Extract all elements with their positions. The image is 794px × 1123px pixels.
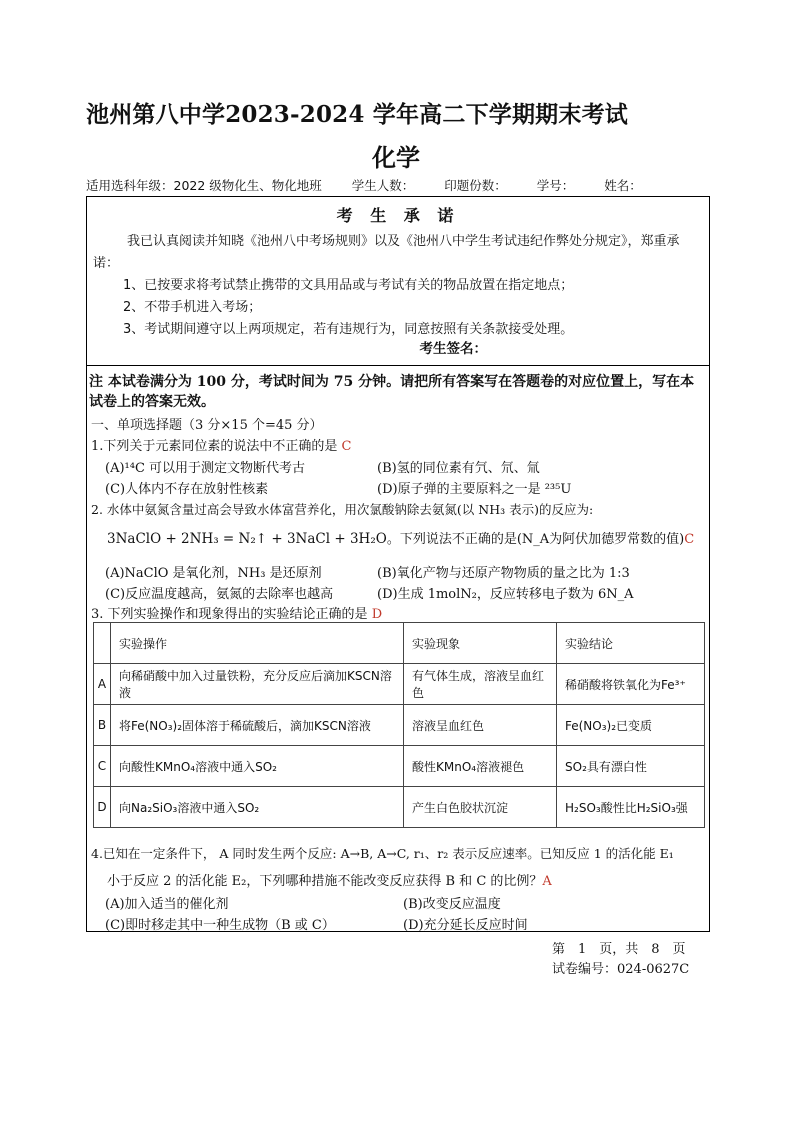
pledge-text xyxy=(93,231,703,341)
table-cell: 有气体生成，溶液呈血红色 xyxy=(404,664,557,705)
answer-key: C xyxy=(341,439,352,454)
question-3 xyxy=(91,603,382,622)
exam-code: 试卷编号：024-0627C xyxy=(552,962,690,977)
experiment-table xyxy=(93,622,705,828)
questions-box xyxy=(86,366,710,932)
option-c: (C)即时移走其中一种生成物（B 或 C） xyxy=(105,918,335,933)
exam-title: 池州第八中学2023-2024 学年高二下学期期末考试 xyxy=(86,101,628,128)
option-d: (D)生成 1molN₂，反应转移电子数为 6N_A xyxy=(377,587,634,602)
student-id: 学号： xyxy=(536,178,575,193)
reaction-equation: 3NaClO + 2NH₃ = N₂↑ + 3NaCl + 3H₂O xyxy=(107,531,387,547)
table-cell: 溶液呈血红色 xyxy=(404,705,557,746)
print-copies: 印题份数： xyxy=(444,178,507,193)
pledge-intro: 我已认真阅读并知晓《池州八中考场规则》以及《池州八中学生考试违纪作弊处分规定》，郑重承诺： xyxy=(93,234,680,271)
table-header-row xyxy=(94,623,705,664)
question-stem: 3. 下列实验操作和现象得出的实验结论正确的是 xyxy=(91,607,368,622)
option-c: (C)人体内不存在放射性核素 xyxy=(105,482,269,497)
answer-key: D xyxy=(371,607,383,622)
table-cell: 将Fe(NO₃)₂固体溶于稀硫酸后，滴加KSCN溶液 xyxy=(111,705,404,746)
answer-key: C xyxy=(684,532,695,547)
exam-notice: 注 本试卷满分为 100 分，考试时间为 75 分钟。请把所有答案写在答题卷的对应位置上，写在本试卷上的答案无效。 xyxy=(89,374,695,410)
option-a: (A)加入适当的催化剂 xyxy=(105,897,229,912)
table-row xyxy=(94,746,705,787)
signature-label: 考生签名： xyxy=(419,341,487,357)
question-stem: 。下列说法不正确的是(N_A为阿伏加德罗常数的值) xyxy=(386,532,685,547)
table-row xyxy=(94,705,705,746)
pledge-item: 3、考试期间遵守以上两项规定，若有违规行为，同意按照有关条款接受处理。 xyxy=(123,322,574,337)
section-heading: 一、单项选择题（3 分×15 个=45 分） xyxy=(91,418,323,433)
option-b: (B)氢的同位素有氕、氘、氚 xyxy=(377,461,540,476)
table-header-cell: 实验结论 xyxy=(557,623,705,664)
page-number: 第 1 页，共 8 页 xyxy=(552,942,686,957)
pledge-item: 1、已按要求将考试禁止携带的文具用品或与考试有关的物品放置在指定地点； xyxy=(123,278,574,293)
pledge-item: 2、不带手机进入考场； xyxy=(123,300,262,315)
option-c: (C)反应温度越高，氨氮的去除率也越高 xyxy=(105,587,334,602)
question-2: 2. 水体中氨氮含量过高会导致水体富营养化，用次氯酸钠除去氨氮(以 NH₃ 表示)的反应为: xyxy=(91,502,594,517)
table-cell: B xyxy=(94,705,111,746)
table-cell: 向稀硝酸中加入过量铁粉，充分反应后滴加KSCN溶液 xyxy=(111,664,404,705)
table-cell: C xyxy=(94,746,111,787)
subject-title: 化学 xyxy=(372,143,420,172)
student-count: 学生人数： xyxy=(351,178,415,193)
question-stem: 小于反应 2 的活化能 E₂，下列哪种措施不能改变反应获得 B 和 C 的比例？ xyxy=(107,874,543,889)
question-1 xyxy=(91,435,352,454)
question-stem: 1.下列关于元素同位素的说法中不正确的是 xyxy=(91,439,338,454)
pledge-box xyxy=(86,196,710,366)
table-row xyxy=(94,664,705,705)
table-cell: Fe(NO₃)₂已变质 xyxy=(557,705,705,746)
table-cell: 酸性KMnO₄溶液褪色 xyxy=(404,746,557,787)
grade-info: 适用选科年级：2022 级物化生、物化地班 xyxy=(86,178,322,193)
table-cell: 产生白色胶状沉淀 xyxy=(404,787,557,828)
pledge-title: 考 生 承 诺 xyxy=(336,206,460,225)
option-b: (B)改变反应温度 xyxy=(403,897,501,912)
option-a: (A)NaClO 是氧化剂，NH₃ 是还原剂 xyxy=(105,566,322,581)
table-header-cell: 实验操作 xyxy=(111,623,404,664)
option-d: (D)原子弹的主要原料之一是 ²³⁵U xyxy=(377,482,572,497)
option-b: (B)氧化产物与还原产物物质的量之比为 1:3 xyxy=(377,566,630,581)
table-cell: D xyxy=(94,787,111,828)
option-a: (A)¹⁴C 可以用于测定文物断代考古 xyxy=(105,461,306,476)
table-row xyxy=(94,787,705,828)
exam-info-line xyxy=(86,176,668,194)
table-header-cell xyxy=(94,623,111,664)
student-name: 姓名： xyxy=(604,178,642,193)
table-cell: H₂SO₃酸性比H₂SiO₃强 xyxy=(557,787,705,828)
table-cell: A xyxy=(94,664,111,705)
question-4-line2 xyxy=(107,870,552,889)
table-cell: SO₂具有漂白性 xyxy=(557,746,705,787)
table-cell: 向酸性KMnO₄溶液中通入SO₂ xyxy=(111,746,404,787)
question-2-line2 xyxy=(107,528,694,547)
table-cell: 向Na₂SiO₃溶液中通入SO₂ xyxy=(111,787,404,828)
answer-key: A xyxy=(542,874,552,889)
question-4: 4.已知在一定条件下， A 同时发生两个反应: A→B, A→C, r₁、r₂ 表示反应速率。已知反应 1 的活化能 E₁ xyxy=(91,846,674,861)
table-header-cell: 实验现象 xyxy=(404,623,557,664)
option-d: (D)充分延长反应时间 xyxy=(403,918,528,933)
table-cell: 稀硝酸将铁氧化为Fe³⁺ xyxy=(557,664,705,705)
